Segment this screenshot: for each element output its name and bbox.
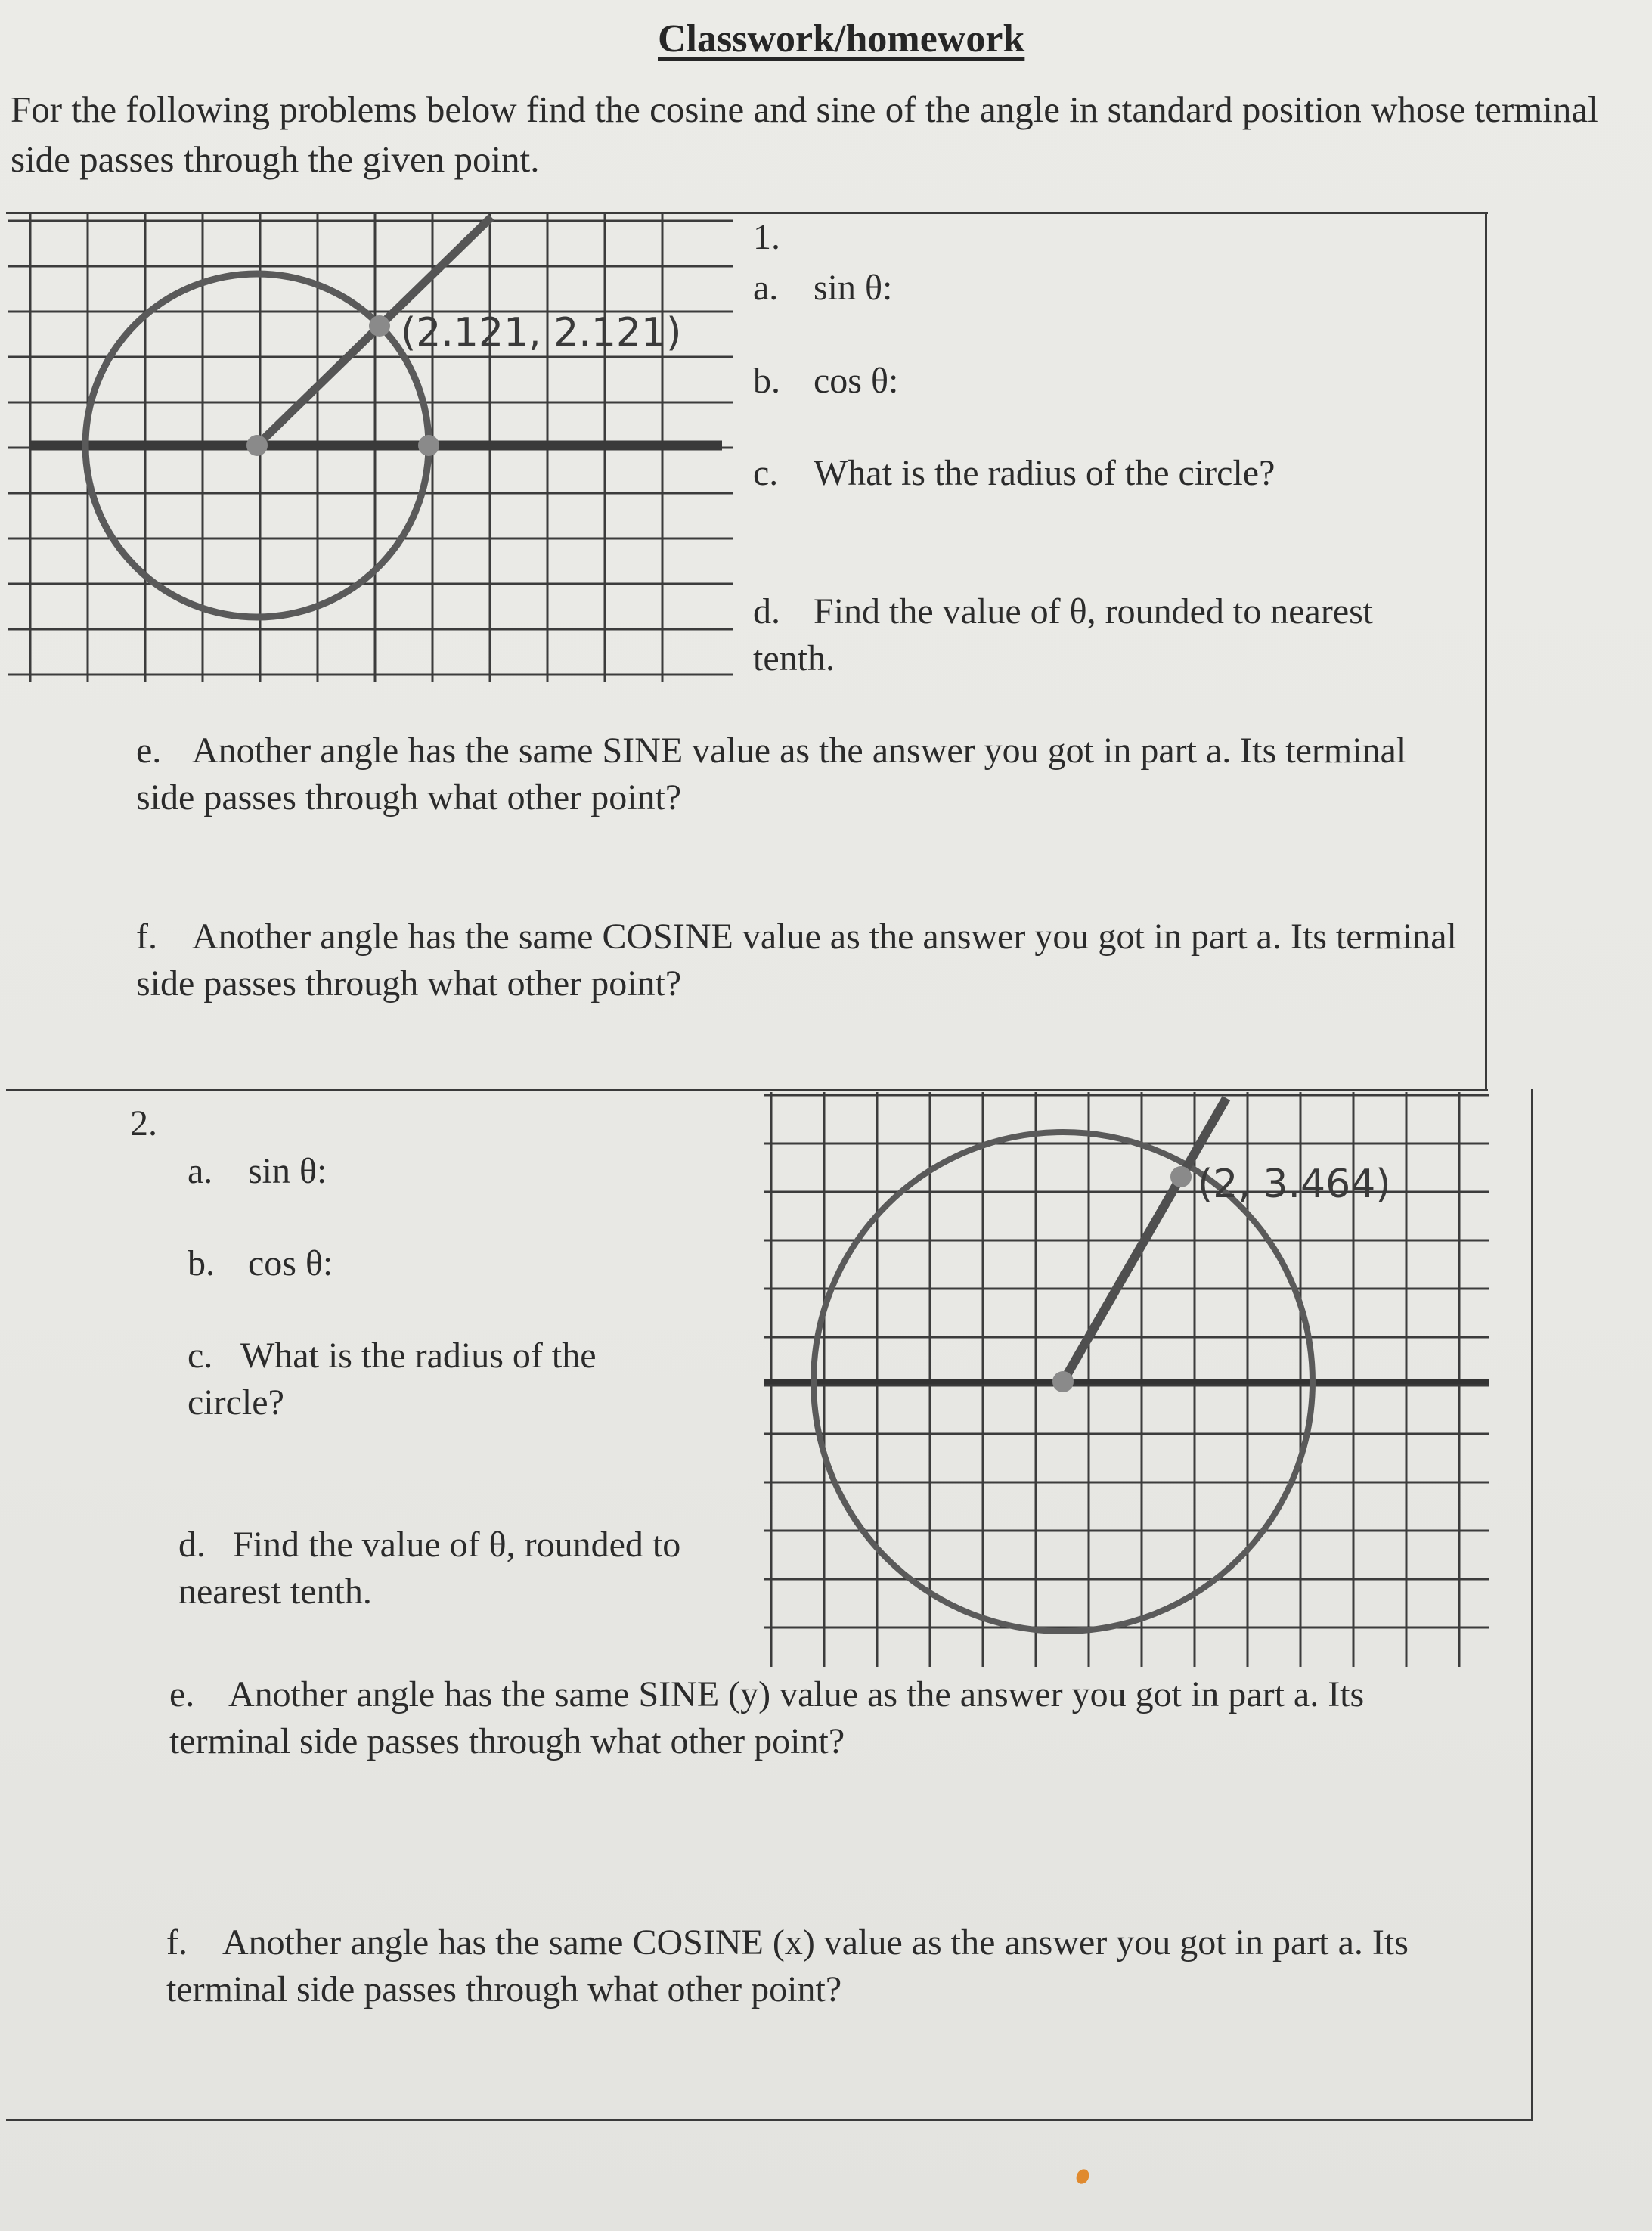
instructions: For the following problems below find the cosine and sine of the angle in standard position whose terminal side passes through the given point.	[11, 88, 1598, 180]
problem1-d-label: d.	[753, 591, 780, 631]
problem2-bottom-border	[6, 2119, 1533, 2121]
problem-divider	[6, 1089, 1488, 1091]
problem2-terminal-point	[1170, 1166, 1192, 1187]
problem1-d-text: Find the value of θ, rounded to nearest tenth.	[753, 591, 1374, 678]
problem1-part-e	[136, 728, 1467, 821]
problem2-e-label: e.	[169, 1674, 195, 1714]
problem1-part-a	[753, 265, 892, 312]
problem1-c-text: What is the radius of the circle?	[814, 453, 1275, 493]
problem1-axis-point	[418, 435, 439, 456]
problem2-a-label: a.	[188, 1151, 213, 1191]
problem1-a-label: a.	[753, 268, 779, 308]
problem2-origin-point	[1052, 1371, 1074, 1392]
problem2-part-b	[188, 1240, 333, 1287]
problem1-a-text: sin θ:	[814, 268, 893, 308]
problem1-f-label: f.	[136, 917, 157, 957]
problem1-f-text: Another angle has the same COSINE value as the answer you got in part a. Its terminal side passes through what other point?	[136, 917, 1457, 1004]
problem2-e-text: Another angle has the same SINE (y) value as the answer you got in part a. Its terminal side passes through what other point?	[169, 1674, 1365, 1761]
problem1-part-d	[753, 588, 1388, 682]
problem1-e-label: e.	[136, 731, 162, 771]
problem2-part-e	[169, 1671, 1485, 1765]
problem2-f-text: Another angle has the same COSINE (x) value as the answer you got in part a. Its terminal side passes through what other point?	[166, 1922, 1409, 2009]
problem2-b-text: cos θ:	[248, 1243, 333, 1283]
ink-mark	[1074, 2167, 1092, 2186]
problem2-b-label: b.	[188, 1243, 215, 1283]
problem1-c-label: c.	[753, 453, 779, 493]
problem1-e-text: Another angle has the same SINE value as the answer you got in part a. Its terminal side passes through what other point?	[136, 731, 1407, 818]
page-title: Classwork/homework	[658, 17, 1025, 61]
problem2-c-text: What is the radius of the circle?	[188, 1336, 597, 1423]
problem2-part-a	[188, 1148, 327, 1195]
problem2-part-f	[166, 1919, 1497, 2013]
problem1-b-label: b.	[753, 361, 780, 401]
problem2-number: 2.	[130, 1103, 157, 1143]
problem2-part-c	[188, 1333, 687, 1426]
problem2-graph	[764, 1092, 1489, 1667]
problem2-a-text: sin θ:	[248, 1151, 327, 1191]
problem1-point-label: (2.121, 2.121)	[401, 310, 682, 355]
problem1-part-f	[136, 914, 1467, 1007]
problem1-b-text: cos θ:	[814, 361, 899, 401]
problem2-point-label: (2, 3.464)	[1198, 1162, 1391, 1207]
problem1-graph	[8, 213, 733, 682]
problem2-d-label: d.	[178, 1525, 206, 1565]
problem1-part-b	[753, 358, 898, 405]
problem1-terminal-point	[369, 315, 390, 337]
problem2-part-d	[178, 1522, 738, 1615]
problem1-number: 1.	[753, 217, 780, 257]
problem1-part-c	[753, 450, 1275, 497]
problem2-d-text: Find the value of θ, rounded to nearest tenth.	[178, 1525, 681, 1612]
problem2-f-label: f.	[166, 1922, 188, 1963]
problem2-c-label: c.	[188, 1336, 213, 1376]
problem1-right-border	[1485, 212, 1487, 1091]
problem2-right-border	[1531, 1089, 1533, 2121]
problem1-origin-point	[246, 435, 268, 456]
